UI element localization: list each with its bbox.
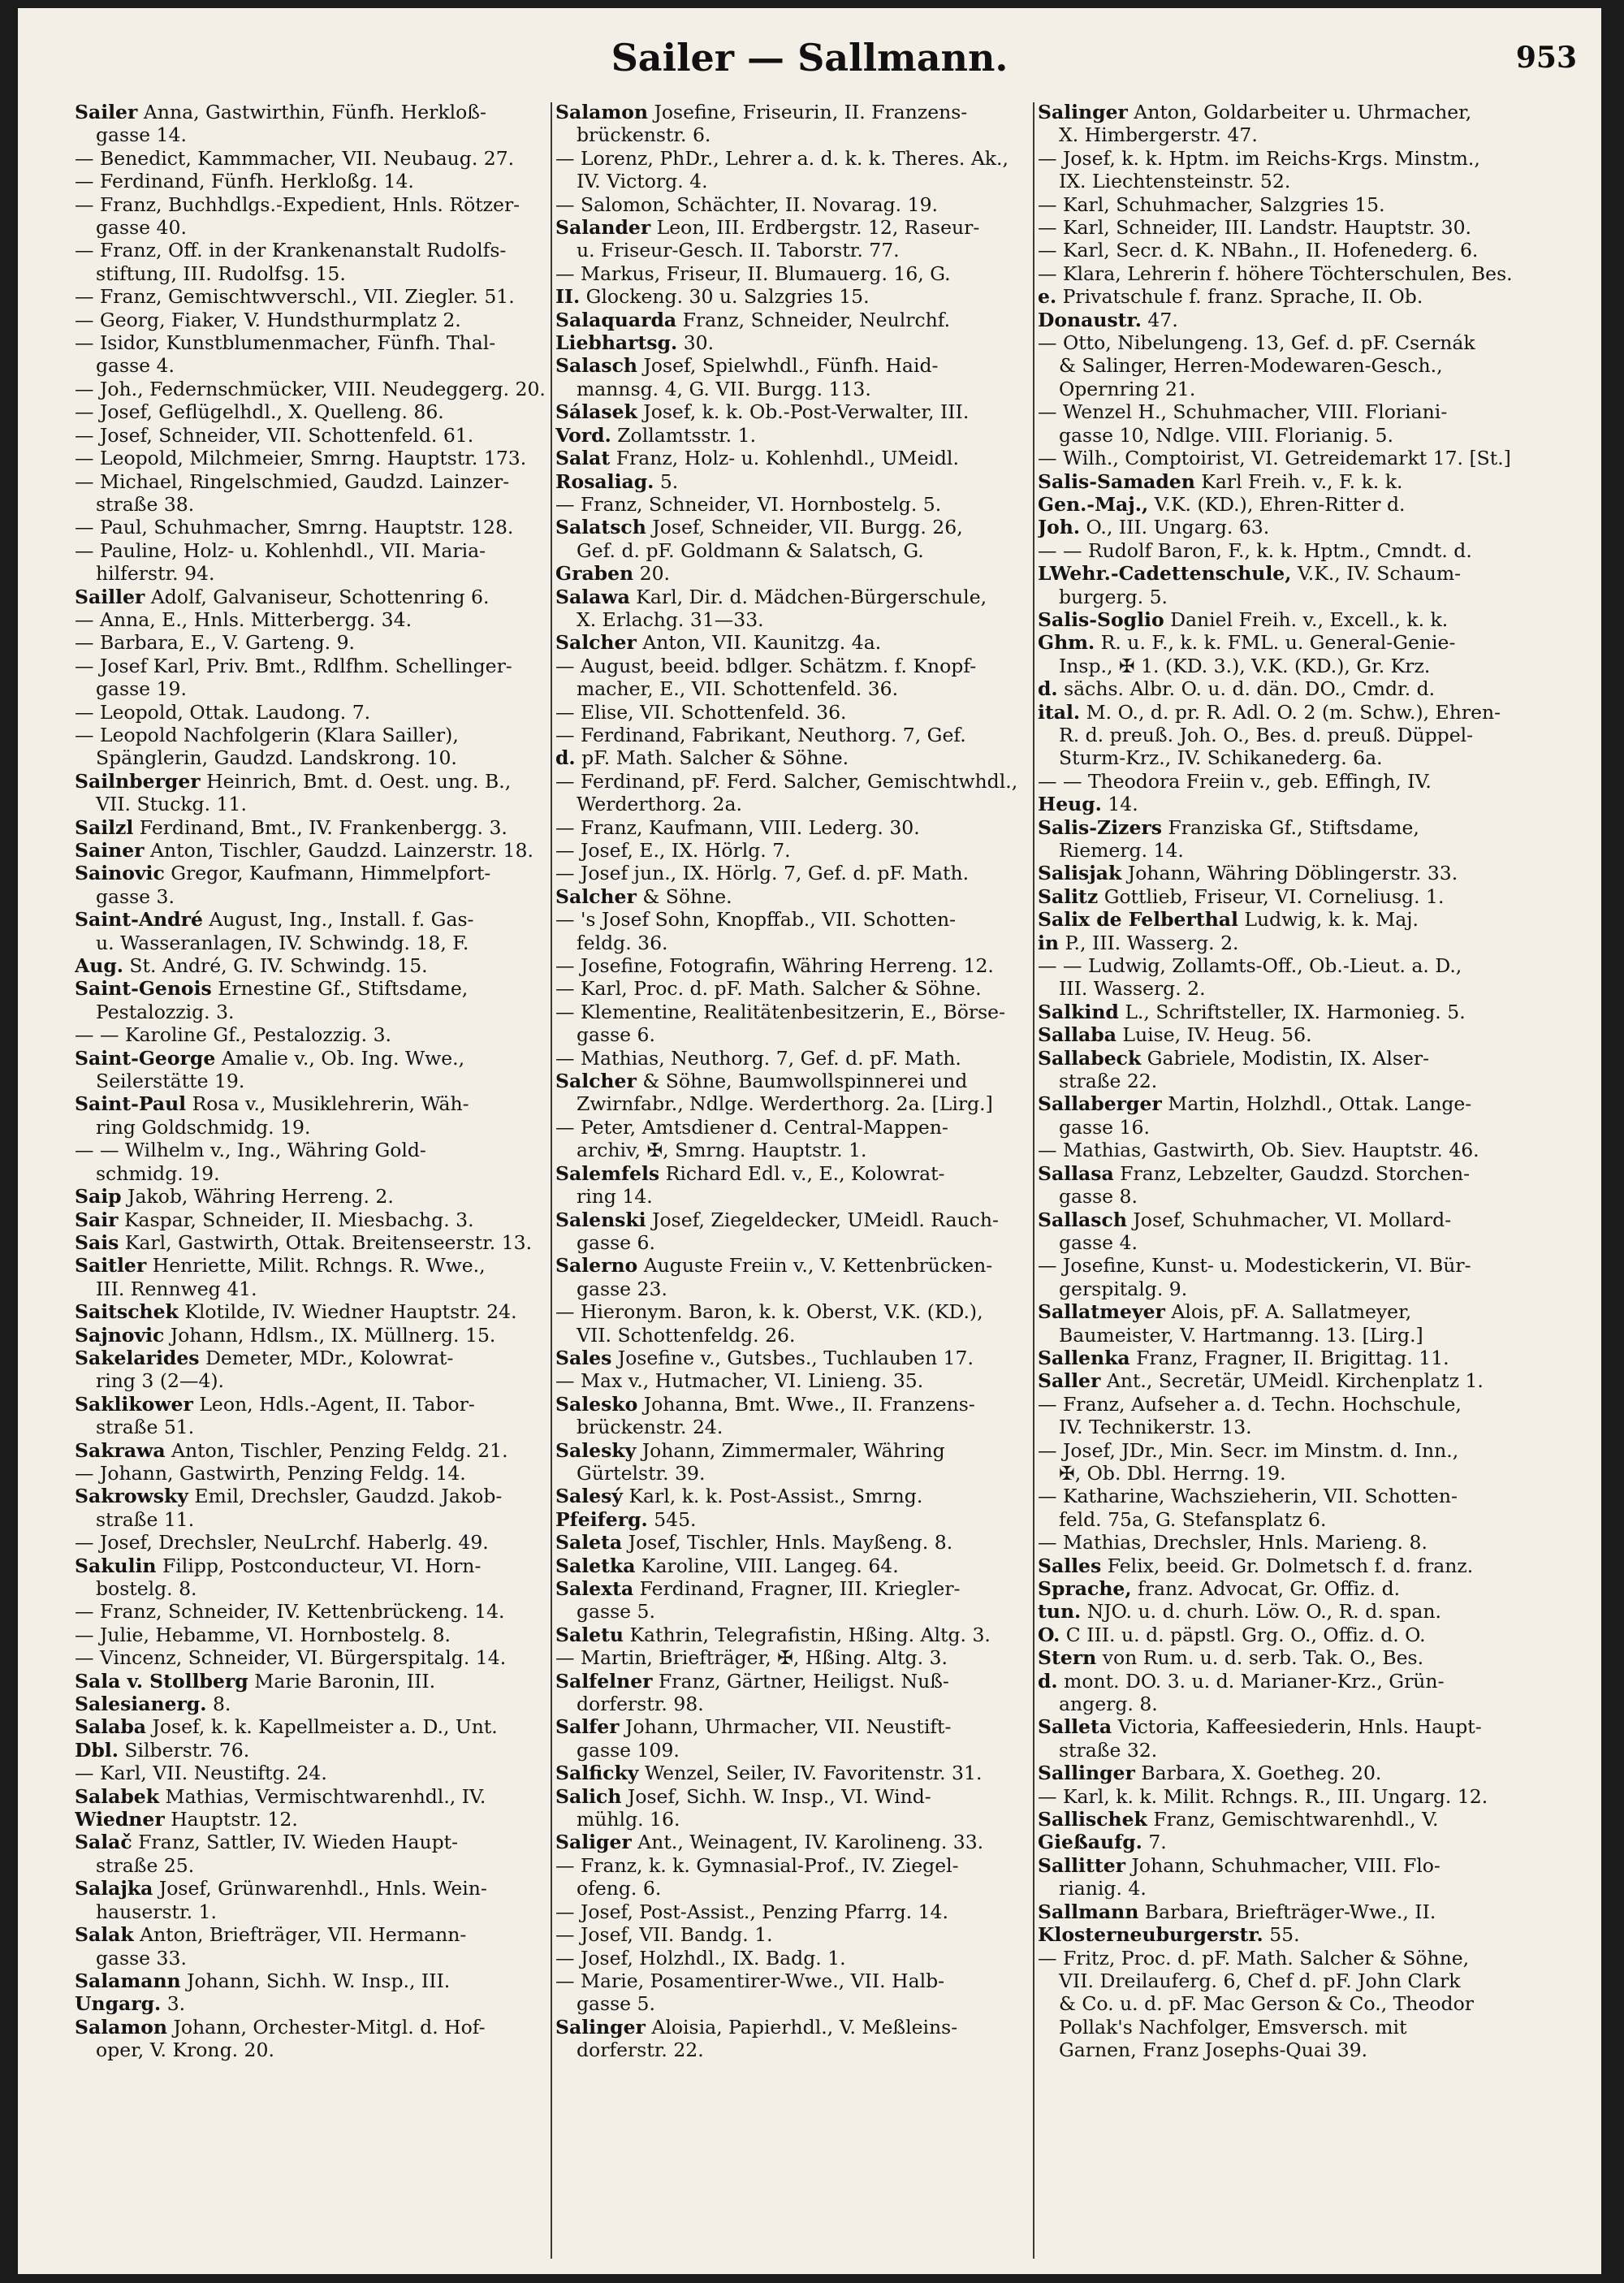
entry-line: III. Rennweg 41.: [96, 1277, 257, 1300]
entry-line: — Peter, Amtsdiener d. Central-Mappen-: [555, 1115, 948, 1139]
entry-line: straße 25.: [96, 1853, 195, 1877]
entry-line: Sturm-Krz., IV. Schikanederg. 6a.: [1059, 746, 1383, 770]
entry-line: & Co. u. d. pF. Mac Gerson & Co., Theodor: [1059, 1992, 1474, 2016]
entry-line: Salisjak Johann, Währing Döblingerstr. 33.: [1038, 862, 1458, 885]
entry-line: Seilerstätte 19.: [96, 1070, 245, 1093]
entry-line: Pfeiferg. 545.: [555, 1507, 697, 1531]
entry-line: — Max v., Hutmacher, VI. Linieng. 35.: [555, 1369, 924, 1393]
entry-line: — Lorenz, PhDr., Lehrer a. d. k. k. Theres. Ak.,: [555, 146, 1009, 170]
entry-line: — Josef, Holzhdl., IX. Badg. 1.: [555, 1946, 846, 1970]
entry-line: d. sächs. Albr. O. u. d. dän. DO., Cmdr. d.: [1038, 677, 1436, 701]
entry-line: hauserstr. 1.: [96, 1900, 217, 1923]
entry-line: IX. Liechtensteinstr. 52.: [1059, 170, 1291, 193]
entry-line: — Klara, Lehrerin f. höhere Töchterschulen, Bes.: [1038, 262, 1513, 285]
entry-line: — Ferdinand, pF. Ferd. Salcher, Gemischtwhdl.,: [555, 769, 1018, 793]
entry-line: — Franz, Schneider, VI. Hornbostelg. 5.: [555, 492, 942, 516]
entry-line: Salabek Mathias, Vermischtwarenhdl., IV.: [75, 1784, 486, 1808]
entry-line: hilferstr. 94.: [96, 562, 215, 586]
entry-line: Salis-Samaden Karl Freih. v., F. k. k.: [1038, 469, 1403, 493]
entry-line: brückenstr. 6.: [577, 123, 711, 147]
entry-line: straße 51.: [96, 1416, 195, 1439]
entry-line: Heug. 14.: [1038, 793, 1138, 816]
entry-line: — Mathias, Neuthorg. 7, Gef. d. pF. Math.: [555, 1046, 961, 1070]
entry-line: — Karl, k. k. Milit. Rchngs. R., III. Ungarg. 12.: [1038, 1784, 1488, 1808]
entry-line: straße 32.: [1059, 1738, 1158, 1762]
entry-line: d. mont. DO. 3. u. d. Marianer-Krz., Grün-: [1038, 1669, 1445, 1693]
entry-line: Insp., ✠ 1. (KD. 3.), V.K. (KD.), Gr. Krz.: [1059, 654, 1431, 677]
entry-line: Salesko Johanna, Bmt. Wwe., II. Franzens-: [555, 1392, 975, 1416]
entry-line: — August, beeid. bdlger. Schätzm. f. Knopf-: [555, 654, 977, 677]
entry-line: gasse 14.: [96, 123, 187, 147]
entry-line: X. Erlachg. 31—33.: [577, 608, 764, 631]
entry-line: feldg. 36.: [577, 931, 668, 954]
entry-line: Aug. St. André, G. IV. Schwindg. 15.: [75, 954, 428, 978]
entry-line: — Mathias, Drechsler, Hnls. Marieng. 8.: [1038, 1531, 1427, 1554]
entry-line: Pollak's Nachfolger, Emsversch. mit: [1059, 2015, 1407, 2039]
entry-line: gasse 10, Ndlge. VIII. Florianig. 5.: [1059, 423, 1393, 447]
entry-line: VII. Stuckg. 11.: [96, 793, 247, 816]
entry-line: straße 22.: [1059, 1070, 1158, 1093]
entry-line: Saletu Kathrin, Telegrafistin, Hßing. Altg. 3.: [555, 1623, 991, 1646]
entry-line: Gürtelstr. 39.: [577, 1461, 706, 1485]
entry-line: Sallaba Luise, IV. Heug. 56.: [1038, 1023, 1312, 1047]
entry-line: gerspitalg. 9.: [1059, 1277, 1188, 1300]
entry-line: mannsg. 4, G. VII. Burgg. 113.: [577, 377, 871, 400]
entry-line: VII. Schottenfeldg. 26.: [577, 1323, 796, 1347]
entry-line: Sainovic Gregor, Kaufmann, Himmelpfort-: [75, 862, 491, 885]
entry-line: angerg. 8.: [1059, 1693, 1158, 1716]
entry-line: Graben 20.: [555, 562, 670, 586]
entry-line: — Paul, Schuhmacher, Smrng. Hauptstr. 128.: [75, 516, 514, 539]
entry-line: Salawa Karl, Dir. d. Mädchen-Bürgerschule,: [555, 585, 987, 608]
entry-line: Salfelner Franz, Gärtner, Heiligst. Nuß-: [555, 1669, 949, 1693]
entry-line: — Julie, Hebamme, VI. Hornbostelg. 8.: [75, 1623, 451, 1646]
entry-line: Rosaliag. 5.: [555, 469, 679, 493]
entry-line: Donaustr. 47.: [1038, 308, 1178, 331]
entry-line: — Josefine, Kunst- u. Modestickerin, VI. Bür-: [1038, 1254, 1471, 1278]
entry-line: — Katharine, Wachszieherin, VII. Schotten-: [1038, 1485, 1458, 1508]
entry-line: Ungarg. 3.: [75, 1992, 186, 2016]
entry-line: Salander Leon, III. Erdbergstr. 12, Raseur-: [555, 216, 980, 240]
entry-line: — Klementine, Realitätenbesitzerin, E., Börse-: [555, 1000, 1006, 1023]
entry-line: Gef. d. pF. Goldmann & Salatsch, G.: [577, 538, 924, 562]
entry-line: Sallischek Franz, Gemischtwarenhdl., V.: [1038, 1808, 1439, 1831]
entry-line: gasse 6.: [577, 1023, 655, 1047]
entry-line: Stern von Rum. u. d. serb. Tak. O., Bes.: [1038, 1646, 1424, 1670]
entry-line: — Otto, Nibelungeng. 13, Gef. d. pF. Csernák: [1038, 331, 1475, 355]
entry-line: — Salomon, Schächter, II. Novarag. 19.: [555, 192, 938, 216]
entry-line: — Franz, Gemischtwverschl., VII. Ziegler. 51.: [75, 285, 515, 309]
entry-line: Spänglerin, Gaudzd. Landskrong. 10.: [96, 746, 457, 770]
entry-line: Wiedner Hauptstr. 12.: [75, 1808, 298, 1831]
entry-line: Sailzl Ferdinand, Bmt., IV. Frankenbergg. 3.: [75, 815, 508, 839]
entry-line: — Joh., Federnschmücker, VIII. Neudeggerg. 20.: [75, 377, 546, 400]
entry-line: bostelg. 8.: [96, 1577, 197, 1600]
entry-line: ofeng. 6.: [577, 1877, 662, 1900]
entry-line: gasse 40.: [96, 216, 187, 240]
entry-line: — Ferdinand, Fabrikant, Neuthorg. 7, Gef.: [555, 723, 966, 746]
entry-line: d. pF. Math. Salcher & Söhne.: [555, 746, 849, 770]
entries-column-3: [1038, 101, 1533, 2261]
entry-line: — Elise, VII. Schottenfeld. 36.: [555, 700, 847, 724]
entry-line: — Marie, Posamentirer-Wwe., VII. Halb-: [555, 1969, 945, 1992]
entry-line: Sales Josefine v., Gutsbes., Tuchlauben 17.: [555, 1346, 974, 1369]
entry-line: Salexta Ferdinand, Fragner, III. Kriegler-: [555, 1577, 961, 1600]
entry-line: Saint-Genois Ernestine Gf., Stiftsdame,: [75, 977, 469, 1001]
entry-line: Salcher Anton, VII. Kaunitzg. 4a.: [555, 631, 882, 655]
entry-line: — Leopold, Ottak. Laudong. 7.: [75, 700, 371, 724]
entry-line: Sallasch Josef, Schuhmacher, VI. Mollard-: [1038, 1208, 1452, 1231]
entry-line: ital. M. O., d. pr. R. Adl. O. 2 (m. Schw.), Ehren-: [1038, 700, 1501, 724]
entry-line: Sálasek Josef, k. k. Ob.-Post-Verwalter, III.: [555, 400, 970, 424]
entry-line: — — Theodora Freiin v., geb. Effingh, IV.: [1038, 769, 1432, 793]
entry-line: Baumeister, V. Hartmanng. 13. [Lirg.]: [1059, 1323, 1423, 1347]
entry-line: Sailer Anna, Gastwirthin, Fünfh. Herkloß-: [75, 101, 486, 123]
entry-line: Salesý Karl, k. k. Post-Assist., Smrng.: [555, 1485, 923, 1508]
entry-line: — Josef, Geflügelhdl., X. Quelleng. 86.: [75, 400, 444, 424]
entry-line: VII. Dreilauferg. 6, Chef d. pF. John Clark: [1059, 1969, 1461, 1992]
entry-line: Saitler Henriette, Milit. Rchngs. R. Wwe.,: [75, 1254, 486, 1278]
entry-line: tun. NJO. u. d. churh. Löw. O., R. d. span.: [1038, 1600, 1441, 1624]
entry-line: gasse 8.: [1059, 1185, 1138, 1209]
entry-line: Saint-Paul Rosa v., Musiklehrerin, Wäh-: [75, 1092, 469, 1116]
entry-line: Salix de Felberthal Ludwig, k. k. Maj.: [1038, 908, 1419, 932]
entry-line: Joh. O., III. Ungarg. 63.: [1038, 516, 1270, 539]
entry-line: Sala v. Stollberg Marie Baronin, III.: [75, 1669, 436, 1693]
entry-line: Saip Jakob, Währing Herreng. 2.: [75, 1185, 394, 1209]
entries-column-1: [75, 101, 570, 2261]
entries-column-2: [555, 101, 1051, 2261]
entry-line: — Karl, Secr. d. K. NBahn., II. Hofenederg. 6.: [1038, 239, 1479, 262]
entry-line: Salis-Zizers Franziska Gf., Stiftsdame,: [1038, 815, 1419, 839]
entry-line: Sailnberger Heinrich, Bmt. d. Oest. ung. B.,: [75, 769, 512, 793]
entry-line: gasse 3.: [96, 884, 175, 908]
entry-line: — Karl, VII. Neustiftg. 24.: [75, 1762, 327, 1785]
entry-line: Sailler Adolf, Galvaniseur, Schottenring 6.: [75, 585, 490, 608]
entry-line: gasse 33.: [96, 1946, 187, 1970]
entry-line: Salkind L., Schriftsteller, IX. Harmonieg. 5.: [1038, 1000, 1466, 1023]
directory-page: [18, 8, 1601, 2274]
entry-line: — Franz, Off. in der Krankenanstalt Rudolfs-: [75, 239, 507, 262]
entry-line: Salasch Josef, Spielwhdl., Fünfh. Haid-: [555, 354, 939, 378]
entry-line: ring Goldschmidg. 19.: [96, 1115, 311, 1139]
entry-line: Salich Josef, Sichh. W. Insp., VI. Wind-: [555, 1784, 931, 1808]
entry-line: — Josefine, Fotografin, Währing Herreng. 12.: [555, 954, 994, 978]
entry-line: Pestalozzig. 3.: [96, 1000, 235, 1023]
entry-line: gasse 4.: [96, 354, 175, 378]
entry-line: gasse 6.: [577, 1230, 655, 1254]
page-header: [18, 32, 1601, 89]
entry-line: rianig. 4.: [1059, 1877, 1147, 1900]
entry-line: — Ferdinand, Fünfh. Herkloßg. 14.: [75, 170, 414, 193]
entry-line: straße 38.: [96, 492, 195, 516]
entry-line: IV. Technikerstr. 13.: [1059, 1416, 1252, 1439]
entry-line: Sallmann Barbara, Briefträger-Wwe., II.: [1038, 1900, 1436, 1923]
entry-line: Sallaberger Martin, Holzhdl., Ottak. Lange-: [1038, 1092, 1472, 1116]
entry-line: LWehr.-Cadettenschule, V.K., IV. Schaum-: [1038, 562, 1462, 586]
entry-line: — Mathias, Gastwirth, Ob. Siev. Hauptstr. 46.: [1038, 1139, 1479, 1162]
entry-line: — — Ludwig, Zollamts-Off., Ob.-Lieut. a. D.,: [1038, 954, 1462, 978]
entry-line: Opernring 21.: [1059, 377, 1196, 400]
entry-line: Salerno Auguste Freiin v., V. Kettenbrücken-: [555, 1254, 993, 1278]
entry-line: Salcher & Söhne.: [555, 884, 732, 908]
entry-line: II. Glockeng. 30 u. Salzgries 15.: [555, 285, 870, 309]
entry-line: burgerg. 5.: [1059, 585, 1168, 608]
entry-line: III. Wasserg. 2.: [1059, 977, 1206, 1001]
entry-line: Sakulin Filipp, Postconducteur, VI. Horn-: [75, 1554, 482, 1577]
entry-line: Saller Ant., Secretär, UMeidl. Kirchenplatz 1.: [1038, 1369, 1484, 1393]
entry-line: Sallabeck Gabriele, Modistin, IX. Alser-: [1038, 1046, 1430, 1070]
entry-line: — Vincenz, Schneider, VI. Bürgerspitalg. 14.: [75, 1646, 507, 1670]
entry-line: — Josef, E., IX. Hörlg. 7.: [555, 839, 791, 862]
entry-line: macher, E., VII. Schottenfeld. 36.: [577, 677, 899, 701]
entry-line: Salajka Josef, Grünwarenhdl., Hnls. Wein-: [75, 1877, 487, 1900]
page-number: 953: [1515, 41, 1577, 75]
entry-line: ✠, Ob. Dbl. Herrng. 19.: [1059, 1461, 1286, 1485]
entry-line: — Josef, Drechsler, NeuLrchf. Haberlg. 49.: [75, 1531, 489, 1554]
entry-line: Sallatmeyer Alois, pF. A. Sallatmeyer,: [1038, 1300, 1412, 1324]
entry-line: straße 11.: [96, 1507, 195, 1531]
entry-line: — Hieronym. Baron, k. k. Oberst, V.K. (KD.),: [555, 1300, 983, 1324]
entry-line: — Josef, VII. Bandg. 1.: [555, 1923, 773, 1947]
entry-line: — Josef jun., IX. Hörlg. 7, Gef. d. pF. Math.: [555, 862, 970, 885]
entry-line: gasse 4.: [1059, 1230, 1138, 1254]
entry-line: oper, V. Krong. 20.: [96, 2039, 274, 2062]
entry-line: — Leopold, Milchmeier, Smrng. Hauptstr. 173.: [75, 447, 527, 470]
entry-line: schmidg. 19.: [96, 1161, 220, 1185]
entry-line: Salamon Johann, Orchester-Mitgl. d. Hof-: [75, 2015, 486, 2039]
entry-line: — Wilh., Comptoirist, VI. Getreidemarkt 17. [St.]: [1038, 447, 1511, 470]
entry-line: Saliger Ant., Weinagent, IV. Karolineng. 33.: [555, 1831, 984, 1854]
entry-line: gasse 16.: [1059, 1115, 1150, 1139]
entry-line: Saitschek Klotilde, IV. Wiedner Hauptstr. 24.: [75, 1300, 517, 1324]
entry-line: & Salinger, Herren-Modewaren-Gesch.,: [1059, 354, 1443, 378]
entry-line: Salleta Victoria, Kaffeesiederin, Hnls. Haupt-: [1038, 1715, 1482, 1739]
entry-line: O. C III. u. d. päpstl. Grg. O., Offiz. d. O.: [1038, 1623, 1426, 1646]
entry-line: Salinger Aloisia, Papierhdl., V. Meßleins-: [555, 2015, 958, 2039]
entry-line: Saklikower Leon, Hdls.-Agent, II. Tabor-: [75, 1392, 475, 1416]
entry-line: — 's Josef Sohn, Knopffab., VII. Schotten-: [555, 908, 957, 932]
entry-line: ring 3 (2—4).: [96, 1369, 225, 1393]
entry-line: gasse 19.: [96, 677, 187, 701]
entry-line: gasse 5.: [577, 1992, 655, 2016]
entry-line: Salak Anton, Briefträger, VII. Hermann-: [75, 1923, 467, 1947]
entry-line: Salač Franz, Sattler, IV. Wieden Haupt-: [75, 1831, 459, 1854]
entry-line: Gießaufg. 7.: [1038, 1831, 1167, 1854]
entry-line: Sallitter Johann, Schuhmacher, VIII. Flo-: [1038, 1853, 1440, 1877]
entry-line: X. Himbergerstr. 47.: [1059, 123, 1258, 147]
entry-line: — Josef, Post-Assist., Penzing Pfarrg. 14.: [555, 1900, 948, 1923]
entry-line: Salenski Josef, Ziegeldecker, UMeidl. Rauch-: [555, 1208, 999, 1231]
entry-line: gasse 5.: [577, 1600, 655, 1624]
entry-line: Salinger Anton, Goldarbeiter u. Uhrmacher,: [1038, 101, 1472, 123]
entry-line: R. d. preuß. Joh. O., Bes. d. preuß. Düppel-: [1059, 723, 1474, 746]
entry-line: Salesianerg. 8.: [75, 1693, 231, 1716]
entry-line: Salamon Josefine, Friseurin, II. Franzens-: [555, 101, 968, 123]
entry-line: brückenstr. 24.: [577, 1416, 723, 1439]
entry-line: — Benedict, Kammmacher, VII. Neubaug. 27.: [75, 146, 515, 170]
entry-line: Sakrawa Anton, Tischler, Penzing Feldg. 21.: [75, 1438, 508, 1462]
entry-line: Salitz Gottlieb, Friseur, VI. Corneliusg. 1.: [1038, 884, 1445, 908]
entry-line: Sainer Anton, Tischler, Gaudzd. Lainzerstr. 18.: [75, 839, 533, 862]
entry-line: dorferstr. 98.: [577, 1693, 704, 1716]
entry-line: stiftung, III. Rudolfsg. 15.: [96, 262, 346, 285]
entry-line: — Franz, Schneider, IV. Kettenbrückeng. 14.: [75, 1600, 505, 1624]
entry-line: Saint-George Amalie v., Ob. Ing. Wwe.,: [75, 1046, 465, 1070]
entry-line: Klosterneuburgerstr. 55.: [1038, 1923, 1300, 1947]
entry-line: Sakrowsky Emil, Drechsler, Gaudzd. Jakob-: [75, 1485, 503, 1508]
entry-line: — Barbara, E., V. Garteng. 9.: [75, 631, 355, 655]
entry-line: Sajnovic Johann, Hdlsm., IX. Müllnerg. 15.: [75, 1323, 496, 1347]
entry-line: Salaba Josef, k. k. Kapellmeister a. D., Unt.: [75, 1715, 498, 1739]
entry-line: — — Rudolf Baron, F., k. k. Hptm., Cmndt. d.: [1038, 538, 1472, 562]
entry-line: archiv, ✠, Smrng. Hauptstr. 1.: [577, 1139, 867, 1162]
entry-line: ring 14.: [577, 1185, 653, 1209]
entry-line: Gen.-Maj., V.K. (KD.), Ehren-Ritter d.: [1038, 492, 1406, 516]
entry-line: IV. Victorg. 4.: [577, 170, 708, 193]
entry-line: Liebhartsg. 30.: [555, 331, 715, 355]
entry-line: — Johann, Gastwirth, Penzing Feldg. 14.: [75, 1461, 466, 1485]
entry-line: u. Wasseranlagen, IV. Schwindg. 18, F.: [96, 931, 469, 954]
entry-line: Salesky Johann, Zimmermaler, Währing: [555, 1438, 945, 1462]
entry-line: Riemerg. 14.: [1059, 839, 1184, 862]
entry-line: — Franz, Kaufmann, VIII. Lederg. 30.: [555, 815, 920, 839]
entry-line: Saint-André August, Ing., Install. f. Gas-: [75, 908, 474, 932]
entry-line: in P., III. Wasserg. 2.: [1038, 931, 1239, 954]
entry-line: Saletka Karoline, VIII. Langeg. 64.: [555, 1554, 899, 1577]
entry-line: gasse 109.: [577, 1738, 680, 1762]
entry-line: Saleta Josef, Tischler, Hnls. Mayßeng. 8.: [555, 1531, 953, 1554]
entry-line: Sair Kaspar, Schneider, II. Miesbachg. 3.: [75, 1208, 474, 1231]
running-head: Sailer — Sallmann.: [611, 36, 1009, 80]
entry-line: Dbl. Silberstr. 76.: [75, 1738, 250, 1762]
entry-line: — Michael, Ringelschmied, Gaudzd. Lainzer-: [75, 469, 510, 493]
entry-line: — — Karoline Gf., Pestalozzig. 3.: [75, 1023, 391, 1047]
entry-line: — — Wilhelm v., Ing., Währing Gold-: [75, 1139, 426, 1162]
entry-line: — Josef Karl, Priv. Bmt., Rdlfhm. Schellinger-: [75, 654, 512, 677]
entry-line: Salficky Wenzel, Seiler, IV. Favoritenstr. 31.: [555, 1762, 983, 1785]
entry-line: — Karl, Proc. d. pF. Math. Salcher & Söhne.: [555, 977, 982, 1001]
entry-line: Sallinger Barbara, X. Goetheg. 20.: [1038, 1762, 1382, 1785]
entry-line: — Franz, k. k. Gymnasial-Prof., IV. Ziegel-: [555, 1853, 959, 1877]
entry-line: — Georg, Fiaker, V. Hundsthurmplatz 2.: [75, 308, 461, 331]
entry-line: Werderthorg. 2a.: [577, 793, 742, 816]
entry-line: — Leopold Nachfolgerin (Klara Sailler),: [75, 723, 459, 746]
entry-line: Salfer Johann, Uhrmacher, VII. Neustift-: [555, 1715, 952, 1739]
entry-line: Salaquarda Franz, Schneider, Neulrchf.: [555, 308, 951, 331]
entry-line: — Josef, JDr., Min. Secr. im Minstm. d. Inn.,: [1038, 1438, 1459, 1462]
entry-line: — Markus, Friseur, II. Blumauerg. 16, G.: [555, 262, 951, 285]
entry-line: — Josef, Schneider, VII. Schottenfeld. 61.: [75, 423, 474, 447]
entry-line: Sakelarides Demeter, MDr., Kolowrat-: [75, 1346, 454, 1369]
entry-line: mühlg. 16.: [577, 1808, 680, 1831]
entry-line: u. Friseur-Gesch. II. Taborstr. 77.: [577, 239, 900, 262]
entry-line: Salemfels Richard Edl. v., E., Kolowrat-: [555, 1161, 945, 1185]
entry-line: Sprache, franz. Advocat, Gr. Offiz. d.: [1038, 1577, 1401, 1600]
entry-line: Salatsch Josef, Schneider, VII. Burgg. 26,: [555, 516, 963, 539]
entry-line: — Anna, E., Hnls. Mitterbergg. 34.: [75, 608, 412, 631]
entry-line: Vord. Zollamtsstr. 1.: [555, 423, 757, 447]
entry-line: Garnen, Franz Josephs-Quai 39.: [1059, 2039, 1368, 2062]
entry-line: — Josef, k. k. Hptm. im Reichs-Krgs. Minstm.,: [1038, 146, 1480, 170]
entry-line: feld. 75a, G. Stefansplatz 6.: [1059, 1507, 1327, 1531]
entry-line: — Isidor, Kunstblumenmacher, Fünfh. Thal-: [75, 331, 496, 355]
entry-line: Sais Karl, Gastwirth, Ottak. Breitenseerstr. 13.: [75, 1230, 533, 1254]
entry-line: — Karl, Schneider, III. Landstr. Hauptstr. 30.: [1038, 216, 1471, 240]
entry-line: Salis-Soglio Daniel Freih. v., Excell., k. k.: [1038, 608, 1449, 631]
entry-line: Salamann Johann, Sichh. W. Insp., III.: [75, 1969, 451, 1992]
entry-line: Salat Franz, Holz- u. Kohlenhdl., UMeidl.: [555, 447, 959, 470]
entry-line: — Pauline, Holz- u. Kohlenhdl., VII. Maria-: [75, 538, 486, 562]
entry-line: Sallasa Franz, Lebzelter, Gaudzd. Storchen-: [1038, 1161, 1471, 1185]
entry-line: Zwirnfabr., Ndlge. Werderthorg. 2a. [Lirg.]: [577, 1092, 993, 1116]
entry-line: Sallenka Franz, Fragner, II. Brigittag. 11.: [1038, 1346, 1449, 1369]
entry-line: Salles Felix, beeid. Gr. Dolmetsch f. d. franz.: [1038, 1554, 1474, 1577]
entry-line: — Karl, Schuhmacher, Salzgries 15.: [1038, 192, 1385, 216]
entry-line: Ghm. R. u. F., k. k. FML. u. General-Genie-: [1038, 631, 1456, 655]
entry-line: — Wenzel H., Schuhmacher, VIII. Floriani-: [1038, 400, 1448, 424]
entry-line: — Martin, Briefträger, ✠, Hßing. Altg. 3.: [555, 1646, 948, 1670]
entry-line: — Franz, Aufseher a. d. Techn. Hochschule,: [1038, 1392, 1462, 1416]
entry-line: Salcher & Söhne, Baumwollspinnerei und: [555, 1070, 968, 1093]
entry-line: dorferstr. 22.: [577, 2039, 704, 2062]
entry-line: e. Privatschule f. franz. Sprache, II. Ob.: [1038, 285, 1423, 309]
entry-line: — Fritz, Proc. d. pF. Math. Salcher & Söhne,: [1038, 1946, 1470, 1970]
entry-line: — Franz, Buchhdlgs.-Expedient, Hnls. Rötzer-: [75, 192, 520, 216]
entry-line: gasse 23.: [577, 1277, 667, 1300]
